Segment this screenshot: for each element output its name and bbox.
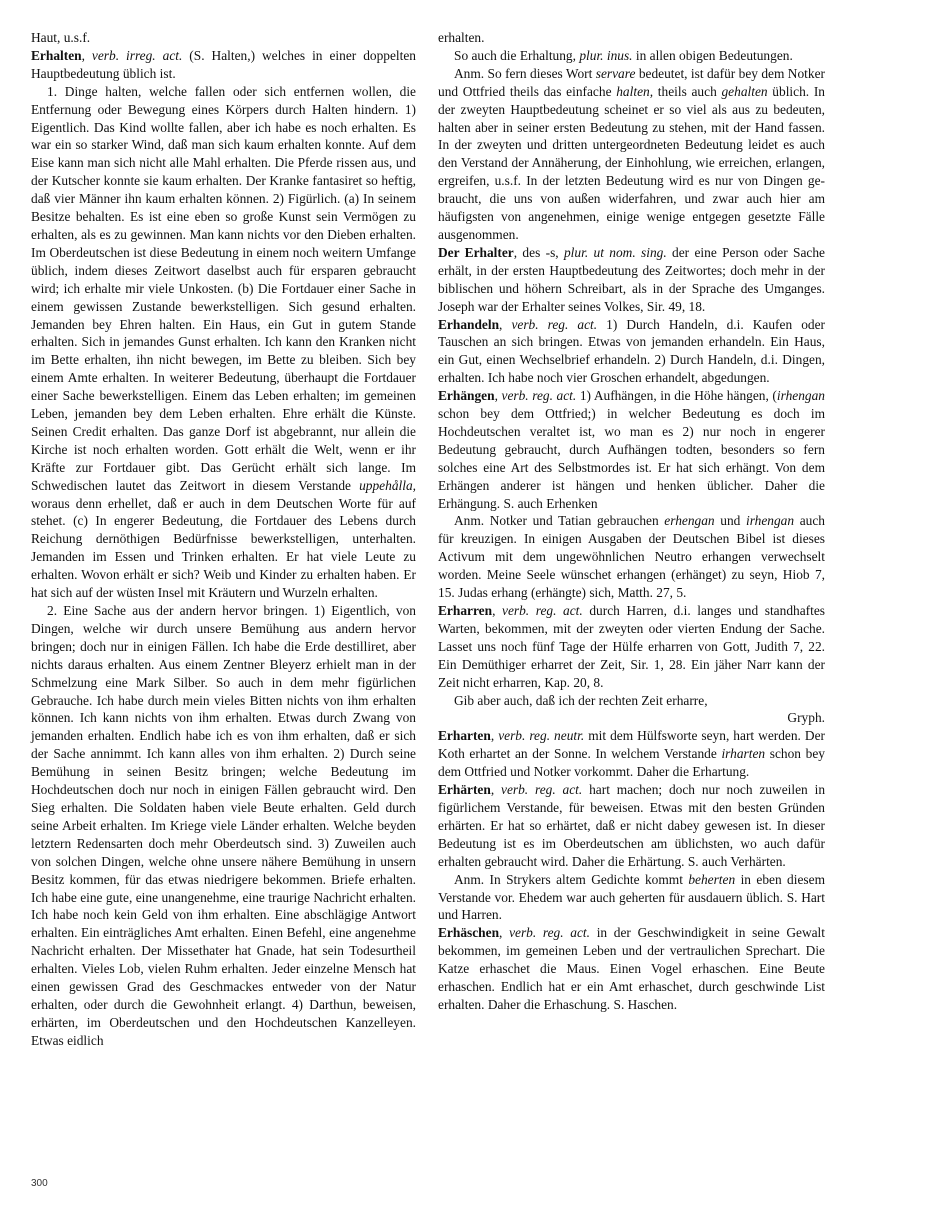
- entry-erhalten: Erhalten, verb. irreg. act. (S. Halten,) welches in einer doppelten Hauptbedeutung üblich ist.: [31, 47, 417, 81]
- italic-term: beherten: [688, 871, 736, 887]
- entry-erhalter: Der Erhalter, des -s, plur. ut nom. sing. der eine Person oder Sache erhält, in der ersten Hauptbedeutung des Zeitwortes; doch mehr in der biblischen und höhern Schreibart, als in der Sprache des Umganges. Joseph war der Erhalter seines Volkes, Sir. 49, 18.: [438, 244, 825, 314]
- italic-term: irhengan: [745, 513, 795, 529]
- headword: Der Erhalter: [438, 244, 514, 260]
- headword: Erhäschen: [438, 925, 500, 941]
- entry-continuation: erhalten.: [438, 30, 485, 45]
- derivative-erhaltung: So auch die Erhaltung, plur. inus. in allen obigen Bedeutungen.: [454, 47, 793, 63]
- annotation-erhaengen: Anm. Notker und Tatian gebrauchen erhengan und irhengan auch für kreuzigen. In einigen Ausgaben der Deutschen Bibel ist dieses Activum mit dem ungewöhnlichen Neutro erhangen verwechselt worden. Meine Seele wünschet erhangen (erhänget) zu seyn, Hiob 7, 15. Judas erhang (erhängte) sich, Matth. 27, 5.: [438, 513, 825, 601]
- entry-erharren: Erharren, verb. reg. act. durch Harren, d.i. langes und standhaftes Warten, bekommen, mit der zweyten oder vierten Endung der Sache. Lasset uns noch fünf Tage der Hülfe erharren von Gott, Judith 7, 22. Ein Demüthiger erharret der Zeit, Sir. 1, 28. Ein jäher Narr kann der Zeit nicht erharren, Kap. 20, 8.: [438, 603, 825, 690]
- italic-term: gehalten: [721, 83, 768, 99]
- grammar-label: verb. reg. act.: [501, 388, 577, 404]
- quotation-line: Gib aber auch, daß ich der rechten Zeit erharre,: [454, 692, 708, 708]
- headword: Erharten: [438, 728, 491, 744]
- grammar-label: verb. irreg. act.: [91, 47, 183, 63]
- headword: Erhandeln: [438, 316, 500, 332]
- grammar-label: plur. inus.: [579, 47, 633, 63]
- italic-term: servare: [595, 65, 636, 81]
- entry-erhandeln: Erhandeln, verb. reg. act. 1) Durch Handeln, d.i. Kaufen oder Tauschen an sich bringen. Etwas von jemanden erhandeln. Ein Haus, ein Gut, einen Wechselbrief erhandeln. 2) Durch Handeln, d.i. Dingen, erhalten. Ich habe noch vier Groschen erhandelt, abgedungen.: [438, 316, 825, 386]
- headword: Erhärten: [438, 782, 491, 798]
- headword: Erhängen: [438, 388, 495, 404]
- entry-erhaschen: Erhäschen, verb. reg. act. in der Geschwindigkeit in seine Gewalt bekommen, im gemeinen Leben und der vertraulichen Sprechart. Die Katze erhaschet die Maus. Einen Vogel erhaschen. Eine Beute erhaschen. Endlich hat er ein Amt erhaschet, durch geschwinde List erhalten. Daher die Erhaschung. S. Haschen.: [438, 925, 825, 1012]
- grammar-label: verb. reg. act.: [511, 316, 598, 332]
- right-column: [438, 29, 825, 1014]
- entry-erhaengen: Erhängen, verb. reg. act. 1) Aufhängen, in die Höhe hängen, (irhengan schon bey dem Ottfried;) in welcher Bedeutung es doch im Hochdeutschen veraltet ist, wo man es 2) nur noch in engerer Bedeutung gebraucht, durch Aufhängen todten, besonders so fern solches eine Art des Selbstmordes ist. Er hat sich erhängt. Von dem Erhängen anderer ist hängen und henken üblicher. Daher die Erhängung. S. auch Erhenken: [438, 388, 825, 511]
- annotation-erhalten: Anm. So fern dieses Wort servare bedeutet, ist dafür bey dem Notker und Ottfried theils das einfache halten, theils auch gehalten üblich. In der zweyten Hauptbedeutung scheinet er so viel als aus zu bedeuten, halten aber in seiner ersten Bedeutung zu stehen, mit der Hand fassen. In der zweyten und dritten untergeordneten Bedeutung leidet es auch den Verstand der Annäherung, der Einhohlung, wie erreichen, erlangen, ergreifen, u.s.f. In der letzten Bedeutung wird es nur von Dingen gebraucht, die uns von außen widerfahren, und zwar auch hier am häufigsten von angenehmen, einige wenige entgegen gesetzte Fälle ausgenommen.: [438, 65, 825, 242]
- quotation-source: Gryph.: [787, 710, 825, 726]
- grammar-label: plur. ut nom. sing.: [563, 244, 667, 260]
- grammar-label: verb. reg. neutr.: [498, 728, 585, 744]
- italic-term: irharten: [721, 746, 766, 762]
- entry-erharten: Erharten, verb. reg. neutr. mit dem Hülfsworte seyn, hart werden. Der Koth erhartet an der Sonne. In welchem Verstande irharten schon bey dem Ottfried und Notker vorkommt. Daher die Erhartung.: [438, 728, 825, 780]
- grammar-label: verb. reg. act.: [501, 782, 583, 798]
- italic-term: halten,: [616, 83, 654, 99]
- left-column: [31, 29, 416, 1050]
- grammar-label: verb. reg. act.: [502, 603, 583, 618]
- entry-erhaerten: Erhärten, verb. reg. act. hart machen; doch nur noch zuweilen in figürlichem Verstande, für beweisen. Etwas mit den besten Gründen erhärten. Er hat so erhärtet, daß er nicht dabey gewesen ist. In dieser Bedeutung ist es im Oberdeutschen am üblichsten, wo auch dafür erhalten gebraucht wird. Daher die Erhärtung. S. auch Verhärten.: [438, 782, 826, 869]
- page-number: 300: [31, 1178, 48, 1189]
- headword: Erhalten: [31, 47, 82, 63]
- sense-2: 2. Eine Sache aus der andern hervor bringen. 1) Eigentlich, von Dingen, welche wir durch unsere Bemühung aus andern hervor bringen; doch nur in einigen Fällen. Ich habe die Erde destilliret, aber nichts daraus erhalten. Aus einem Zentner Bleyerz erhielt man in der Schmelzung eine Mark Silber. So auch in dem mehr figürlichen Gebrauche. Ich habe durch mein vieles Bitten nichts von ihm erhalten können. Ich kann nichts von ihm erhalten. Etwas durch Zwang von jemanden erhalten. Endlich habe ich es von ihm erhalten, daß er sich der Sache annimmt. Ich kann alles von ihm erhalten. 2) Durch seine Bemühung in seinen Besitz bringen; welche Bedeutung im Hochdeutschen doch nur noch in einigen Fällen gebraucht wird. Den Sieg erhalten. Die Soldaten haben viele Beute erhalten. Geld durch seine Arbeit erhalten. Im Kriege viele Länder erhalten. Welche beyden letztern Redensarten doch mehr Oberdeutsch sind. 3) Zuweilen auch von solchen Dingen, welche ohne unsere nähere Bemühung in unsern Besitz kommen, für das etwas niedrigere bekommen. Briefe erhalten. Ich habe eine gute, eine unangenehme, eine traurige Nachricht erhalten. Ich habe noch kein Geld von ihm erhalten. Eine abschlägige Antwort erhalten. Ein einträgliches Amt erhalten. Einen Befehl, eine angenehme Nachricht erhalten. Der Missethater hat Gnade, hat sein Todesurtheil erhalten. Vieles Lob, vielen Ruhm erhalten. Jeder einzelne Mensch hat einen gewissen Grad des Geschmackes entweder von der Natur erhalten, oder durch die Gewohnheit erlangt. 4) Darthun, beweisen, erhärten, im Oberdeutschen und den Hochdeutschen Kanzelleyen. Etwas eidlich: [31, 603, 416, 1048]
- sense-1: 1. Dinge halten, welche fallen oder sich entfernen wollen, die Entfernung oder Bewegung eines Körpers durch Halten hindern. 1) Eigentlich. Das Kind wollte fallen, aber ich habe es noch erhalten. Es war ein so starker Wind, daß man sich kaum erhalten konnte. Auf dem Eise kann man sich nicht alle Mahl erhalten. Die Pferde rissen aus, und der Kutscher konnte sie kaum erhalten. Der Kranke fantasiret so heftig, daß vier Männer ihn kaum erhalten können. 2) Figürlich. (a) In seinem Besitze behalten. Es ist eine eben so große Kunst sein Vermögen zu erhalten, als es zu gewinnen. Man kann nichts vor den Dieben erhalten. Im Oberdeutschen ist diese Bedeutung in einem noch weitern Umfange üblich, indem dieses Zeitwort daselbst auch für ersparen gebraucht wird; ich erhalte mir viele Unkosten. (b) Die Fortdauer einer Sache in einem gewissen Zustande bewerkstelligen. Sich gesund erhalten. Jemanden bey Ehren halten. Ein Haus, ein Gut in gutem Stande erhalten. Sich in jemandes Gunst erhalten. Ich kann den Kranken nicht im Bette erhalten, ihn nicht bewegen, im Bette zu bleiben. Sich bey einem Amte erhalten. In weiterer Bedeutung, überhaupt die Fortdauer einer Sache bewerkstelligen. Einem das Leben erhalten; im gemeinen Leben, jemanden bey dem Leben erhalten. Ehre erhält die Künste. Seinen Credit erhalten. Das ganze Dorf ist abgebrannt, nur allein die Kirche ist noch erhalten worden. Gott erhält die Welt, wenn er ihr Kräfte zur Fortdauer gibt. Das Gerücht erhält sich lange. Im Schwedischen lautet das Zeitwort in diesem Verstande uppehålla, woraus denn erhellet, daß er auch in dem Deutschen Worte für auf stehet. (c) In engerer Bedeutung, die Fortdauer des Lebens durch Reichung dernöthigen Bedürfnisse bewerkstelligen, unterhalten. Jemanden im Essen und Trinken erhalten. Er hat viele Leute zu erhalten. Wovon erhält er sich? Weib und Kinder zu erhalten haben. Er hat sich auf der wüsten Insel mit Kräutern und Wurzeln erhalten.: [31, 83, 416, 601]
- headword: Erharren: [438, 603, 493, 618]
- entry-continuation: Haut, u.s.f.: [31, 30, 91, 45]
- italic-term: uppehålla,: [359, 477, 416, 493]
- italic-term: irhengan: [776, 388, 825, 404]
- grammar-label: verb. reg. act.: [509, 925, 590, 941]
- italic-term: erhengan: [664, 513, 715, 529]
- annotation-erhaerten: Anm. In Strykers altem Gedichte kommt beherten in eben diesem Verstande vor. Ehedem war auch geherten für ausdauern üblich. S. Hart und Harren.: [438, 871, 825, 923]
